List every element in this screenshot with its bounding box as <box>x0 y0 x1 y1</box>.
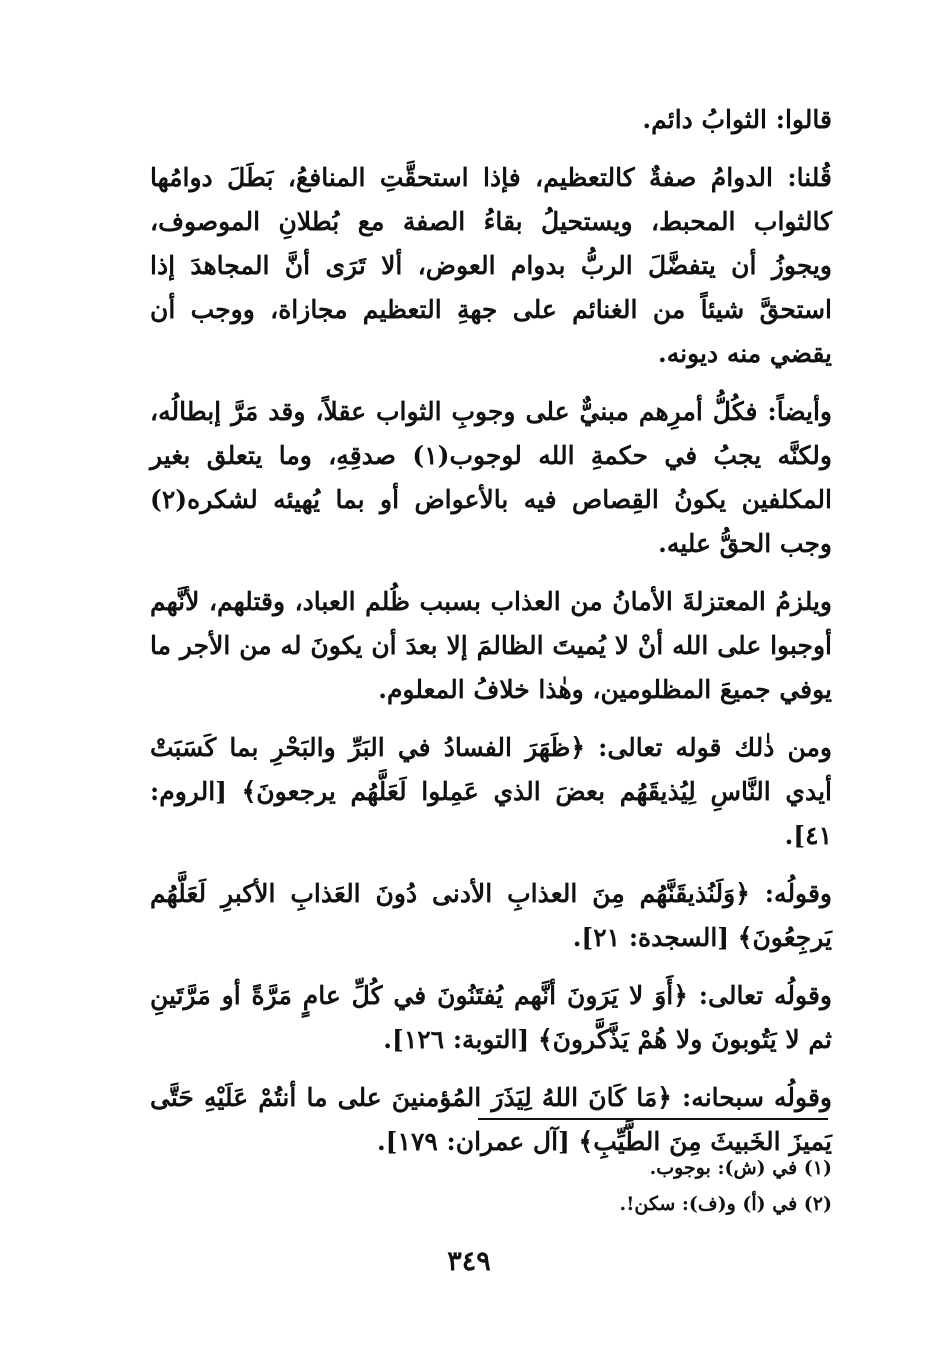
paragraph-4: ويلزمُ المعتزلةَ الأمانُ من العذاب بسبب ظُلم العباد، وقتلهم، لأنَّهم أوجبوا على الله أنْ لا يُميتَ الظالمَ إلا بعدَ أن يكونَ له من الأجر ما يوفي جميعَ المظلومين، وهٰذا خلافُ المعلوم. <box>150 587 832 704</box>
footnotes <box>150 1150 832 1222</box>
paragraph-1: قالوا: الثوابُ دائم. <box>642 105 832 134</box>
paragraph-7: وقولُه تعالى: ﴿أَوَ لا يَرَونَ أنَّهم يُفتَنُونَ في كُلِّ عامٍ مَرَّةً أو مَرَّتَينِ ثم لا يَتُوبونَ ولا هُمْ يَذَّكَّرونَ﴾ [التوبة: ١٢٦]. <box>150 981 832 1054</box>
paragraph-2: قُلنا: الدوامُ صفةٌ كالتعظيم، فإذا استحقَّتِ المنافعُ، بَطَلَ دوامُها كالثواب المحبط، ويستحيلُ بقاءُ الصفة مع بُطلانِ الموصوف، ويجوزُ أن يتفضَّلَ الربُّ بدوام العوض، ألا تَرَى أنَّ المجاهدَ إذا استحقَّ شيئاً من الغنائم على جهةِ التعظيم مجازاة، ووجب أن يقضي منه ديونه. <box>150 163 832 368</box>
paragraph-8: وقولُه سبحانه: ﴿مَا كَانَ اللهُ لِيَذَرَ المُؤمنينَ على ما أنتُمْ عَلَيْهِ حَتَّى يَميزَ الخَبيثَ مِنَ الطَّيِّبِ﴾ [آل عمران: ١٧٩]. <box>150 1083 832 1156</box>
page-number: ٣٤٩ <box>447 1246 491 1277</box>
footnote-divider <box>478 1118 828 1120</box>
paragraph-3: وأيضاً: فكُلُّ أمرِهم مبنيٌّ على وجوبِ الثواب عقلاً، وقد مَرَّ إبطالُه، ولكنَّه يجبُ في حكمةِ الله لوجوب(١) صدقِهِ، وما يتعلق بغير المكلفين يكونُ القِصاص فيه بالأعواض أو بما يُهيئه لشكره(٢) وجب الحقُّ عليه. <box>150 397 832 558</box>
page-body <box>150 98 832 1178</box>
footnote-2: (٢) في (أ) و(ف): سكن!. <box>619 1193 832 1215</box>
paragraph-5: ومن ذٰلك قوله تعالى: ﴿ظَهَرَ الفسادُ في البَرِّ والبَحْرِ بما كَسَبَتْ أيدي النَّاسِ لِيُذيقَهُم بعضَ الذي عَمِلوا لَعَلَّهُم يرجعونَ﴾ [الروم: ٤١]. <box>150 733 832 850</box>
paragraph-6: وقولُه: ﴿وَلَنُذيقَنَّهُم مِنَ العذابِ الأدنى دُونَ العَذابِ الأكبرِ لَعَلَّهُم يَرجِعُونَ﴾ [السجدة: ٢١]. <box>150 879 832 952</box>
footnote-1: (١) في (ش): بوجوب. <box>649 1157 832 1179</box>
